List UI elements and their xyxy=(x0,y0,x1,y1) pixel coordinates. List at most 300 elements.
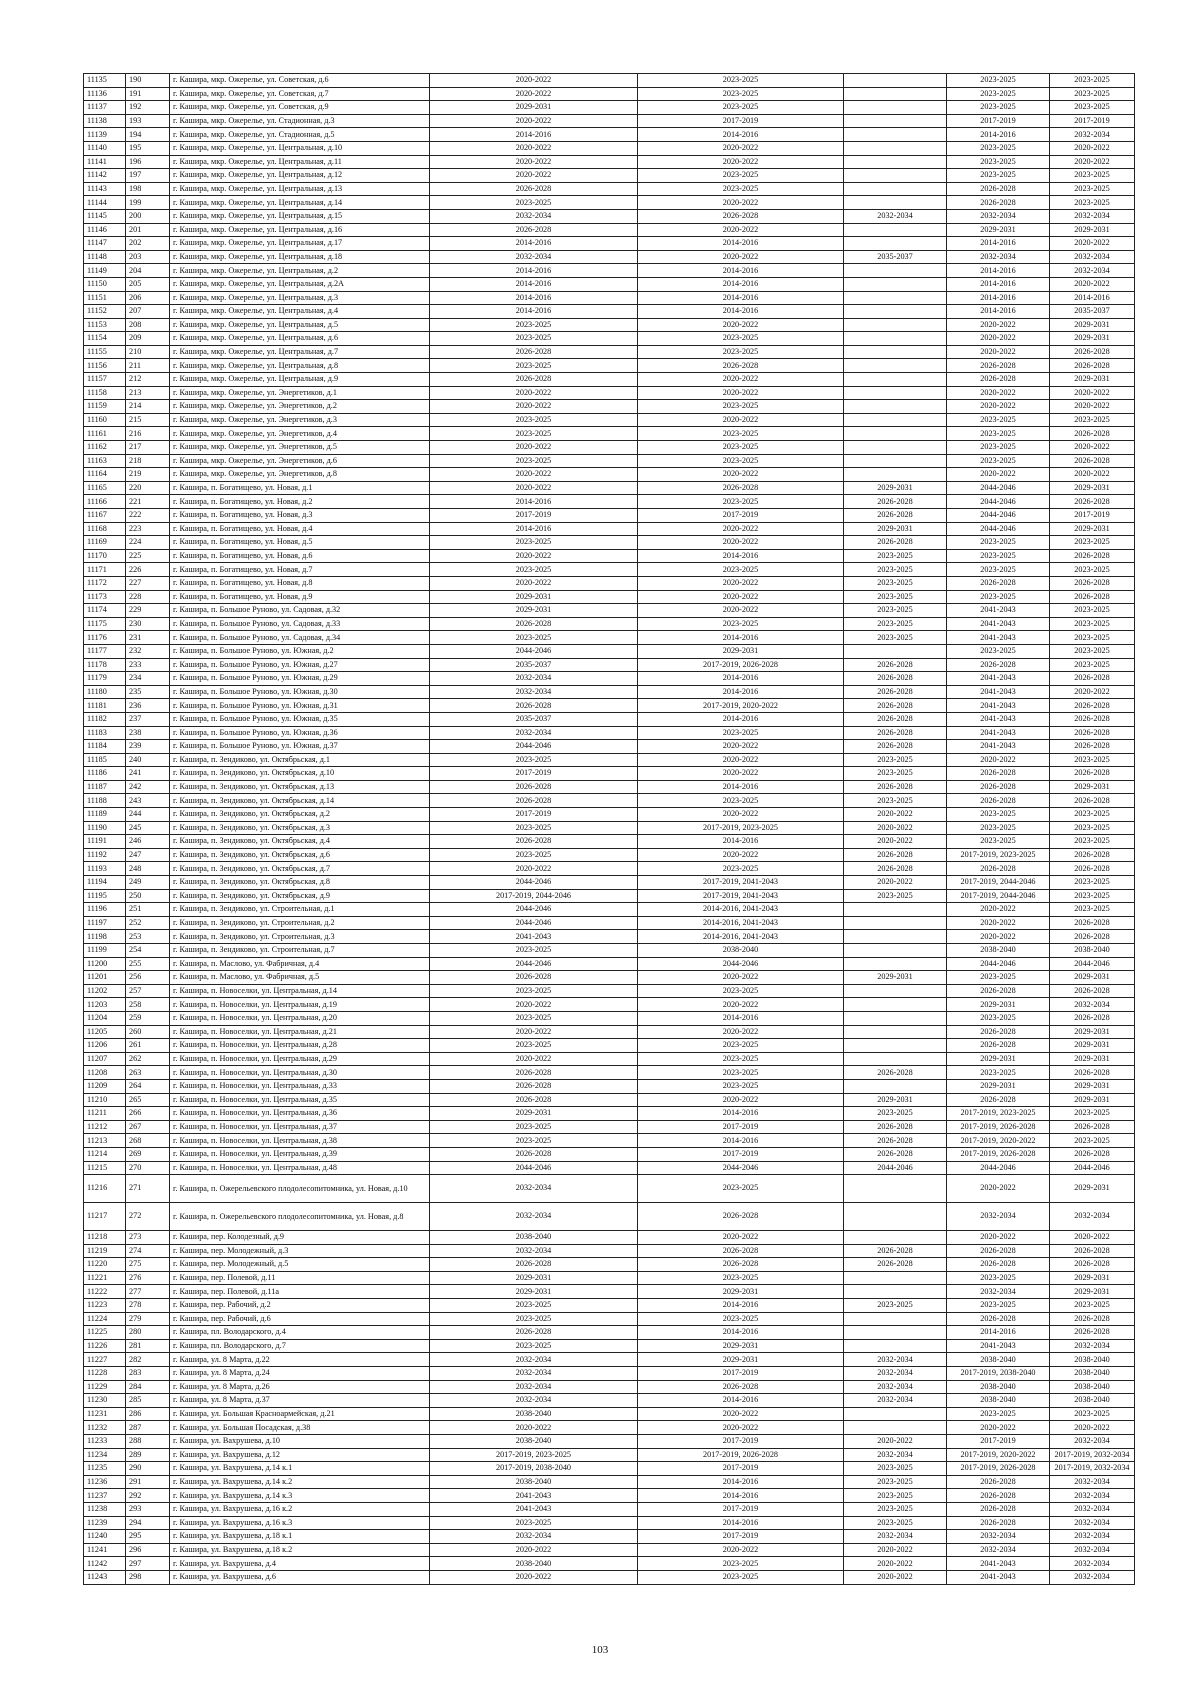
period-4-cell: 2032-2034 xyxy=(947,1530,1050,1544)
table-row xyxy=(84,495,1135,509)
period-1-cell: 2038-2040 xyxy=(430,1407,638,1421)
period-2-cell: 2017-2019 xyxy=(638,1120,844,1134)
period-5-cell: 2026-2028 xyxy=(1050,345,1135,359)
period-1-cell: 2017-2019, 2038-2040 xyxy=(430,1462,638,1476)
row-number-cell: 195 xyxy=(126,141,170,155)
table-row xyxy=(84,957,1135,971)
row-number-cell: 259 xyxy=(126,1011,170,1025)
address-cell: г. Кашира, мкр. Ожерелье, ул. Центральная, д.7 xyxy=(170,345,430,359)
period-2-cell: 2017-2019 xyxy=(638,1502,844,1516)
row-number-cell: 260 xyxy=(126,1025,170,1039)
period-1-cell: 2023-2025 xyxy=(430,536,638,550)
row-number-cell: 239 xyxy=(126,740,170,754)
period-3-cell xyxy=(844,359,947,373)
period-2-cell: 2014-2016 xyxy=(638,305,844,319)
period-4-cell: 2023-2025 xyxy=(947,74,1050,88)
period-5-cell: 2020-2022 xyxy=(1050,400,1135,414)
address-cell: г. Кашира, ул. Большая Посадская, д.38 xyxy=(170,1421,430,1435)
period-1-cell: 2026-2028 xyxy=(430,345,638,359)
row-id-cell: 11222 xyxy=(84,1285,126,1299)
row-number-cell: 238 xyxy=(126,726,170,740)
period-5-cell: 2032-2034 xyxy=(1050,1203,1135,1231)
period-1-cell: 2020-2022 xyxy=(430,1025,638,1039)
address-cell: г. Кашира, ул. Вахрушева, д.14 к.2 xyxy=(170,1475,430,1489)
period-3-cell xyxy=(844,1339,947,1353)
period-2-cell: 2020-2022 xyxy=(638,536,844,550)
period-4-cell: 2023-2025 xyxy=(947,821,1050,835)
period-5-cell: 2026-2028 xyxy=(1050,862,1135,876)
period-3-cell: 2032-2034 xyxy=(844,1394,947,1408)
period-4-cell: 2014-2016 xyxy=(947,1326,1050,1340)
period-3-cell: 2032-2034 xyxy=(844,1530,947,1544)
row-number-cell: 244 xyxy=(126,808,170,822)
period-5-cell: 2020-2022 xyxy=(1050,386,1135,400)
period-3-cell: 2032-2034 xyxy=(844,1448,947,1462)
period-4-cell: 2041-2043 xyxy=(947,1339,1050,1353)
period-3-cell xyxy=(844,101,947,115)
period-5-cell: 2026-2028 xyxy=(1050,1312,1135,1326)
period-3-cell xyxy=(844,305,947,319)
table-row xyxy=(84,712,1135,726)
row-id-cell: 11181 xyxy=(84,699,126,713)
period-1-cell: 2029-2031 xyxy=(430,101,638,115)
period-1-cell: 2032-2034 xyxy=(430,1203,638,1231)
row-id-cell: 11165 xyxy=(84,481,126,495)
table-row xyxy=(84,522,1135,536)
period-2-cell: 2014-2016 xyxy=(638,780,844,794)
period-3-cell: 2026-2028 xyxy=(844,685,947,699)
period-2-cell: 2023-2025 xyxy=(638,1271,844,1285)
row-id-cell: 11239 xyxy=(84,1516,126,1530)
period-4-cell: 2023-2025 xyxy=(947,413,1050,427)
period-2-cell: 2026-2028 xyxy=(638,1203,844,1231)
period-5-cell: 2029-2031 xyxy=(1050,318,1135,332)
period-4-cell: 2023-2025 xyxy=(947,169,1050,183)
row-id-cell: 11202 xyxy=(84,984,126,998)
period-4-cell: 2041-2043 xyxy=(947,726,1050,740)
table-row xyxy=(84,1339,1135,1353)
period-2-cell: 2029-2031 xyxy=(638,644,844,658)
row-id-cell: 11233 xyxy=(84,1435,126,1449)
address-cell: г. Кашира, п. Новоселки, ул. Центральная, д.35 xyxy=(170,1093,430,1107)
period-5-cell: 2032-2034 xyxy=(1050,1475,1135,1489)
period-2-cell: 2017-2019 xyxy=(638,1367,844,1381)
address-cell: г. Кашира, п. Новоселки, ул. Центральная, д.39 xyxy=(170,1147,430,1161)
period-2-cell: 2020-2022 xyxy=(638,250,844,264)
period-1-cell: 2023-2025 xyxy=(430,454,638,468)
period-2-cell: 2023-2025 xyxy=(638,427,844,441)
table-row xyxy=(84,454,1135,468)
address-cell: г. Кашира, п. Новоселки, ул. Центральная, д.14 xyxy=(170,984,430,998)
period-4-cell: 2023-2025 xyxy=(947,971,1050,985)
table-row xyxy=(84,1079,1135,1093)
row-number-cell: 220 xyxy=(126,481,170,495)
table-row xyxy=(84,984,1135,998)
period-4-cell: 2014-2016 xyxy=(947,264,1050,278)
period-5-cell: 2026-2028 xyxy=(1050,699,1135,713)
period-4-cell: 2026-2028 xyxy=(947,1258,1050,1272)
period-3-cell: 2032-2034 xyxy=(844,1380,947,1394)
period-1-cell: 2044-2046 xyxy=(430,740,638,754)
period-2-cell: 2029-2031 xyxy=(638,1339,844,1353)
row-number-cell: 237 xyxy=(126,712,170,726)
table-row xyxy=(84,441,1135,455)
row-number-cell: 293 xyxy=(126,1502,170,1516)
period-3-cell xyxy=(844,400,947,414)
row-id-cell: 11172 xyxy=(84,576,126,590)
period-4-cell: 2023-2025 xyxy=(947,644,1050,658)
period-3-cell xyxy=(844,182,947,196)
period-2-cell: 2014-2016 xyxy=(638,237,844,251)
period-3-cell: 2023-2025 xyxy=(844,753,947,767)
period-2-cell: 2020-2022 xyxy=(638,413,844,427)
period-1-cell: 2026-2028 xyxy=(430,1147,638,1161)
address-cell: г. Кашира, пер. Полевой, д.11а xyxy=(170,1285,430,1299)
table-row xyxy=(84,944,1135,958)
table-row xyxy=(84,726,1135,740)
period-4-cell: 2026-2028 xyxy=(947,862,1050,876)
row-number-cell: 251 xyxy=(126,903,170,917)
period-5-cell: 2023-2025 xyxy=(1050,835,1135,849)
period-4-cell: 2020-2022 xyxy=(947,386,1050,400)
period-1-cell: 2032-2034 xyxy=(430,1244,638,1258)
period-2-cell: 2026-2028 xyxy=(638,1380,844,1394)
period-5-cell: 2023-2025 xyxy=(1050,536,1135,550)
period-2-cell: 2023-2025 xyxy=(638,74,844,88)
period-1-cell: 2023-2025 xyxy=(430,1134,638,1148)
period-4-cell: 2032-2034 xyxy=(947,250,1050,264)
period-3-cell: 2020-2022 xyxy=(844,821,947,835)
period-5-cell: 2023-2025 xyxy=(1050,821,1135,835)
period-4-cell: 2017-2019 xyxy=(947,114,1050,128)
table-row xyxy=(84,699,1135,713)
period-1-cell: 2023-2025 xyxy=(430,1011,638,1025)
table-row xyxy=(84,1011,1135,1025)
row-number-cell: 205 xyxy=(126,277,170,291)
period-4-cell: 2023-2025 xyxy=(947,454,1050,468)
period-3-cell xyxy=(844,386,947,400)
period-5-cell: 2032-2034 xyxy=(1050,1543,1135,1557)
row-id-cell: 11216 xyxy=(84,1175,126,1203)
period-1-cell: 2023-2025 xyxy=(430,631,638,645)
row-number-cell: 197 xyxy=(126,169,170,183)
period-2-cell: 2014-2016, 2041-2043 xyxy=(638,930,844,944)
period-5-cell: 2026-2028 xyxy=(1050,1066,1135,1080)
row-id-cell: 11161 xyxy=(84,427,126,441)
period-4-cell: 2038-2040 xyxy=(947,1353,1050,1367)
period-3-cell xyxy=(844,930,947,944)
period-4-cell: 2023-2025 xyxy=(947,563,1050,577)
period-5-cell: 2017-2019, 2032-2034 xyxy=(1050,1448,1135,1462)
period-1-cell: 2032-2034 xyxy=(430,250,638,264)
row-id-cell: 11189 xyxy=(84,808,126,822)
table-row xyxy=(84,1312,1135,1326)
table-row xyxy=(84,74,1135,88)
period-1-cell: 2026-2028 xyxy=(430,699,638,713)
row-id-cell: 11154 xyxy=(84,332,126,346)
row-number-cell: 243 xyxy=(126,794,170,808)
period-1-cell: 2020-2022 xyxy=(430,1421,638,1435)
row-number-cell: 209 xyxy=(126,332,170,346)
row-number-cell: 266 xyxy=(126,1107,170,1121)
period-2-cell: 2014-2016 xyxy=(638,685,844,699)
period-4-cell: 2041-2043 xyxy=(947,672,1050,686)
row-number-cell: 242 xyxy=(126,780,170,794)
row-id-cell: 11182 xyxy=(84,712,126,726)
address-cell: г. Кашира, п. Новоселки, ул. Центральная, д.30 xyxy=(170,1066,430,1080)
table-row xyxy=(84,821,1135,835)
period-5-cell: 2032-2034 xyxy=(1050,264,1135,278)
row-number-cell: 191 xyxy=(126,87,170,101)
row-id-cell: 11226 xyxy=(84,1339,126,1353)
address-cell: г. Кашира, мкр. Ожерелье, ул. Центральная, д.2 xyxy=(170,264,430,278)
period-5-cell: 2023-2025 xyxy=(1050,658,1135,672)
period-1-cell: 2014-2016 xyxy=(430,495,638,509)
address-cell: г. Кашира, п. Новоселки, ул. Центральная, д.28 xyxy=(170,1039,430,1053)
period-5-cell: 2026-2028 xyxy=(1050,726,1135,740)
period-3-cell xyxy=(844,291,947,305)
table-row xyxy=(84,1475,1135,1489)
row-id-cell: 11148 xyxy=(84,250,126,264)
row-number-cell: 294 xyxy=(126,1516,170,1530)
period-4-cell: 2020-2022 xyxy=(947,1421,1050,1435)
period-1-cell: 2029-2031 xyxy=(430,604,638,618)
period-2-cell: 2044-2046 xyxy=(638,1161,844,1175)
period-1-cell: 2044-2046 xyxy=(430,644,638,658)
period-4-cell: 2026-2028 xyxy=(947,359,1050,373)
row-number-cell: 289 xyxy=(126,1448,170,1462)
address-cell: г. Кашира, мкр. Ожерелье, ул. Энергетиков, д.3 xyxy=(170,413,430,427)
row-id-cell: 11159 xyxy=(84,400,126,414)
row-id-cell: 11184 xyxy=(84,740,126,754)
address-cell: г. Кашира, мкр. Ожерелье, ул. Центральная, д.3 xyxy=(170,291,430,305)
row-number-cell: 280 xyxy=(126,1326,170,1340)
row-number-cell: 261 xyxy=(126,1039,170,1053)
address-cell: г. Кашира, мкр. Ожерелье, ул. Энергетиков, д.2 xyxy=(170,400,430,414)
table-row xyxy=(84,1120,1135,1134)
row-number-cell: 235 xyxy=(126,685,170,699)
period-2-cell: 2017-2019, 2023-2025 xyxy=(638,821,844,835)
period-1-cell: 2020-2022 xyxy=(430,74,638,88)
row-id-cell: 11173 xyxy=(84,590,126,604)
table-row xyxy=(84,617,1135,631)
period-1-cell: 2020-2022 xyxy=(430,141,638,155)
row-number-cell: 252 xyxy=(126,916,170,930)
period-1-cell: 2023-2025 xyxy=(430,753,638,767)
row-id-cell: 11238 xyxy=(84,1502,126,1516)
table-row xyxy=(84,1557,1135,1571)
period-4-cell: 2044-2046 xyxy=(947,1161,1050,1175)
period-3-cell: 2020-2022 xyxy=(844,1435,947,1449)
period-2-cell: 2020-2022 xyxy=(638,590,844,604)
period-5-cell: 2038-2040 xyxy=(1050,1394,1135,1408)
address-cell: г. Кашира, ул. Вахрушева, д.6 xyxy=(170,1570,430,1584)
address-cell: г. Кашира, мкр. Ожерелье, ул. Советская, д.7 xyxy=(170,87,430,101)
period-1-cell: 2017-2019, 2023-2025 xyxy=(430,1448,638,1462)
period-2-cell: 2023-2025 xyxy=(638,726,844,740)
row-number-cell: 273 xyxy=(126,1231,170,1245)
period-5-cell: 2038-2040 xyxy=(1050,944,1135,958)
table-row xyxy=(84,1530,1135,1544)
row-id-cell: 11219 xyxy=(84,1244,126,1258)
period-5-cell: 2020-2022 xyxy=(1050,155,1135,169)
period-4-cell: 2032-2034 xyxy=(947,1543,1050,1557)
period-2-cell: 2044-2046 xyxy=(638,957,844,971)
period-3-cell: 2044-2046 xyxy=(844,1161,947,1175)
row-id-cell: 11230 xyxy=(84,1394,126,1408)
period-1-cell: 2014-2016 xyxy=(430,291,638,305)
period-5-cell: 2026-2028 xyxy=(1050,848,1135,862)
row-id-cell: 11218 xyxy=(84,1231,126,1245)
period-1-cell: 2044-2046 xyxy=(430,957,638,971)
period-5-cell: 2029-2031 xyxy=(1050,1093,1135,1107)
table-row xyxy=(84,1570,1135,1584)
address-cell: г. Кашира, мкр. Ожерелье, ул. Советская, д.6 xyxy=(170,74,430,88)
table-row xyxy=(84,1543,1135,1557)
period-2-cell: 2023-2025 xyxy=(638,441,844,455)
row-number-cell: 202 xyxy=(126,237,170,251)
address-cell: г. Кашира, ул. 8 Марта, д.26 xyxy=(170,1380,430,1394)
row-number-cell: 206 xyxy=(126,291,170,305)
period-3-cell xyxy=(844,944,947,958)
period-4-cell: 2041-2043 xyxy=(947,1570,1050,1584)
period-5-cell: 2032-2034 xyxy=(1050,1530,1135,1544)
period-5-cell: 2044-2046 xyxy=(1050,1161,1135,1175)
period-5-cell: 2035-2037 xyxy=(1050,305,1135,319)
table-row xyxy=(84,386,1135,400)
period-4-cell: 2020-2022 xyxy=(947,318,1050,332)
period-2-cell: 2014-2016 xyxy=(638,1394,844,1408)
row-number-cell: 267 xyxy=(126,1120,170,1134)
row-id-cell: 11199 xyxy=(84,944,126,958)
table-row xyxy=(84,400,1135,414)
period-1-cell: 2023-2025 xyxy=(430,332,638,346)
period-2-cell: 2014-2016 xyxy=(638,672,844,686)
table-row xyxy=(84,998,1135,1012)
period-3-cell: 2023-2025 xyxy=(844,563,947,577)
period-4-cell: 2026-2028 xyxy=(947,373,1050,387)
period-1-cell: 2044-2046 xyxy=(430,876,638,890)
period-5-cell: 2029-2031 xyxy=(1050,780,1135,794)
period-3-cell xyxy=(844,223,947,237)
table-row xyxy=(84,427,1135,441)
period-4-cell: 2017-2019, 2038-2040 xyxy=(947,1367,1050,1381)
period-3-cell: 2023-2025 xyxy=(844,767,947,781)
period-3-cell: 2035-2037 xyxy=(844,250,947,264)
period-3-cell: 2023-2025 xyxy=(844,590,947,604)
period-3-cell: 2023-2025 xyxy=(844,1489,947,1503)
period-3-cell: 2023-2025 xyxy=(844,1502,947,1516)
row-number-cell: 200 xyxy=(126,209,170,223)
period-2-cell: 2017-2019, 2041-2043 xyxy=(638,876,844,890)
address-cell: г. Кашира, п. Большое Руново, ул. Южная, д.37 xyxy=(170,740,430,754)
period-3-cell: 2020-2022 xyxy=(844,835,947,849)
period-2-cell: 2020-2022 xyxy=(638,740,844,754)
address-cell: г. Кашира, п. Маслово, ул. Фабричная, д.5 xyxy=(170,971,430,985)
table-row xyxy=(84,1161,1135,1175)
period-1-cell: 2032-2034 xyxy=(430,1394,638,1408)
period-3-cell xyxy=(844,441,947,455)
period-3-cell: 2026-2028 xyxy=(844,1134,947,1148)
table-row xyxy=(84,182,1135,196)
period-4-cell: 2029-2031 xyxy=(947,1052,1050,1066)
address-cell: г. Кашира, пер. Молодежный, д.5 xyxy=(170,1258,430,1272)
table-row xyxy=(84,753,1135,767)
period-2-cell: 2014-2016 xyxy=(638,1516,844,1530)
period-2-cell: 2017-2019 xyxy=(638,1530,844,1544)
address-cell: г. Кашира, мкр. Ожерелье, ул. Центральная, д.2А xyxy=(170,277,430,291)
period-5-cell: 2014-2016 xyxy=(1050,291,1135,305)
period-5-cell: 2032-2034 xyxy=(1050,1557,1135,1571)
address-cell: г. Кашира, п. Богатищево, ул. Новая, д.3 xyxy=(170,509,430,523)
period-4-cell: 2017-2019, 2023-2025 xyxy=(947,1107,1050,1121)
row-id-cell: 11135 xyxy=(84,74,126,88)
period-4-cell: 2014-2016 xyxy=(947,128,1050,142)
period-3-cell: 2029-2031 xyxy=(844,481,947,495)
period-2-cell: 2020-2022 xyxy=(638,808,844,822)
period-2-cell: 2014-2016, 2041-2043 xyxy=(638,903,844,917)
period-2-cell: 2029-2031 xyxy=(638,1285,844,1299)
period-3-cell: 2026-2028 xyxy=(844,780,947,794)
period-5-cell: 2032-2034 xyxy=(1050,209,1135,223)
period-5-cell: 2038-2040 xyxy=(1050,1353,1135,1367)
row-id-cell: 11193 xyxy=(84,862,126,876)
row-number-cell: 225 xyxy=(126,549,170,563)
row-id-cell: 11147 xyxy=(84,237,126,251)
period-1-cell: 2017-2019 xyxy=(430,509,638,523)
period-1-cell: 2020-2022 xyxy=(430,155,638,169)
period-5-cell: 2020-2022 xyxy=(1050,685,1135,699)
row-number-cell: 250 xyxy=(126,889,170,903)
row-number-cell: 286 xyxy=(126,1407,170,1421)
period-5-cell: 2029-2031 xyxy=(1050,1025,1135,1039)
period-3-cell: 2023-2025 xyxy=(844,576,947,590)
period-4-cell: 2023-2025 xyxy=(947,808,1050,822)
table-row xyxy=(84,848,1135,862)
address-cell: г. Кашира, пер. Рабочий, д.6 xyxy=(170,1312,430,1326)
period-4-cell: 2020-2022 xyxy=(947,916,1050,930)
period-1-cell: 2032-2034 xyxy=(430,726,638,740)
row-number-cell: 230 xyxy=(126,617,170,631)
period-2-cell: 2014-2016 xyxy=(638,1489,844,1503)
period-5-cell: 2029-2031 xyxy=(1050,1079,1135,1093)
period-1-cell: 2035-2037 xyxy=(430,712,638,726)
period-5-cell: 2029-2031 xyxy=(1050,1175,1135,1203)
row-id-cell: 11200 xyxy=(84,957,126,971)
period-2-cell: 2020-2022 xyxy=(638,141,844,155)
period-1-cell: 2023-2025 xyxy=(430,848,638,862)
address-cell: г. Кашира, п. Маслово, ул. Фабричная, д.4 xyxy=(170,957,430,971)
table-row xyxy=(84,209,1135,223)
table-row xyxy=(84,101,1135,115)
row-id-cell: 11170 xyxy=(84,549,126,563)
table-row xyxy=(84,1285,1135,1299)
table-row xyxy=(84,1107,1135,1121)
table-row xyxy=(84,916,1135,930)
row-number-cell: 218 xyxy=(126,454,170,468)
address-cell: г. Кашира, п. Зендиково, ул. Строительная, д.2 xyxy=(170,916,430,930)
row-number-cell: 281 xyxy=(126,1339,170,1353)
row-id-cell: 11240 xyxy=(84,1530,126,1544)
period-1-cell: 2023-2025 xyxy=(430,821,638,835)
row-id-cell: 11236 xyxy=(84,1475,126,1489)
period-2-cell: 2014-2016 xyxy=(638,128,844,142)
row-id-cell: 11242 xyxy=(84,1557,126,1571)
row-number-cell: 247 xyxy=(126,848,170,862)
period-3-cell xyxy=(844,1203,947,1231)
period-2-cell: 2026-2028 xyxy=(638,209,844,223)
period-4-cell: 2023-2025 xyxy=(947,590,1050,604)
